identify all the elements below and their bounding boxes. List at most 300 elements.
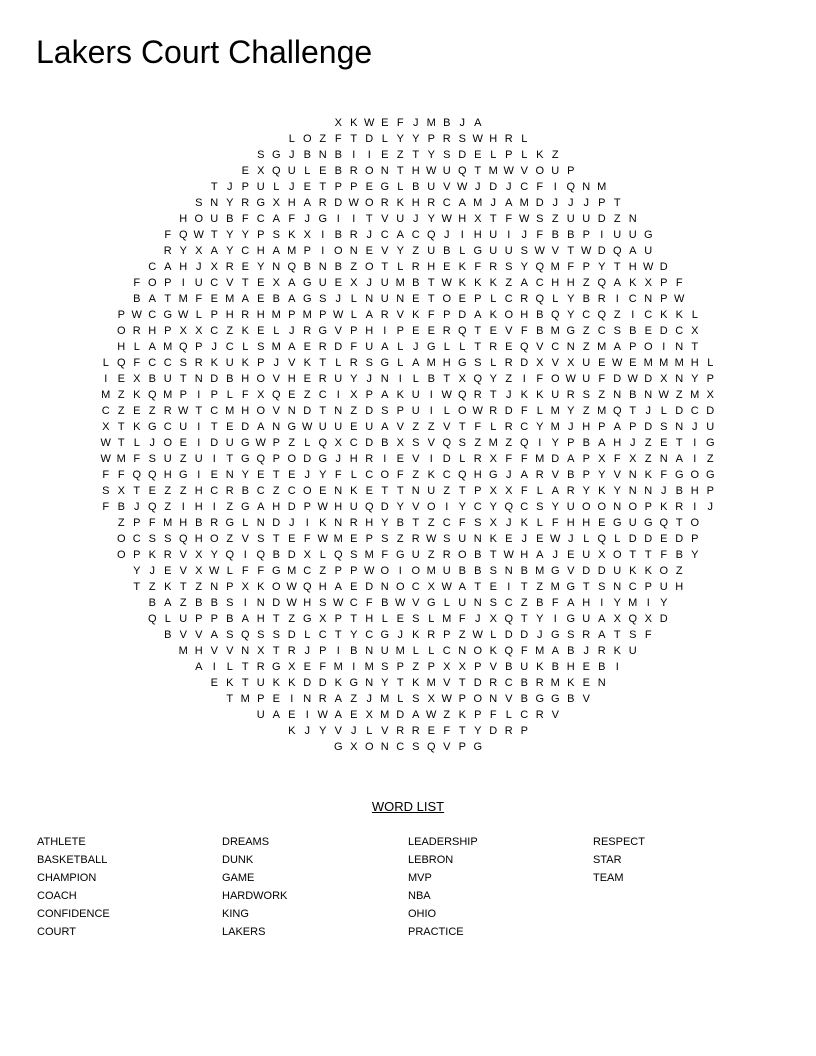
grid-letter: M — [597, 405, 607, 417]
grid-letter: F — [613, 453, 621, 465]
grid-letter: U — [194, 453, 203, 465]
grid-letter: P — [257, 693, 265, 705]
grid-letter: H — [427, 261, 436, 273]
word-list-item: CHAMPION — [37, 872, 97, 884]
grid-letter: J — [335, 453, 341, 465]
grid-letter: K — [303, 357, 311, 369]
grid-letter: A — [598, 629, 606, 641]
grid-letter: E — [303, 181, 311, 193]
grid-letter: R — [411, 533, 420, 545]
grid-letter: I — [104, 373, 108, 385]
grid-letter: Y — [598, 261, 606, 273]
grid-letter: G — [643, 517, 653, 529]
grid-letter: M — [116, 453, 126, 465]
grid-letter: U — [582, 213, 591, 225]
grid-letter: B — [474, 565, 482, 577]
grid-letter: M — [550, 581, 560, 593]
grid-letter: R — [442, 325, 451, 337]
grid-letter: U — [613, 565, 622, 577]
grid-letter: S — [365, 357, 373, 369]
grid-letter: A — [272, 213, 280, 225]
grid-letter: Q — [132, 469, 142, 481]
grid-letter: N — [675, 421, 684, 433]
grid-letter: A — [567, 597, 575, 609]
grid-letter: K — [536, 389, 544, 401]
grid-letter: R — [225, 485, 234, 497]
grid-letter: Q — [426, 229, 436, 241]
grid-letter: X — [303, 229, 311, 241]
grid-letter: Y — [567, 309, 575, 321]
grid-letter: E — [381, 149, 389, 161]
grid-letter: Q — [271, 165, 281, 177]
grid-letter: R — [396, 725, 405, 737]
grid-letter: F — [474, 261, 482, 273]
grid-letter: G — [705, 469, 715, 481]
grid-letter: D — [287, 501, 296, 513]
grid-letter: A — [675, 453, 683, 465]
grid-letter: A — [288, 341, 296, 353]
grid-letter: K — [458, 261, 466, 273]
grid-letter: Z — [148, 405, 156, 417]
grid-letter: O — [364, 261, 374, 273]
grid-letter: W — [364, 117, 375, 129]
grid-letter: E — [365, 485, 373, 497]
grid-letter: T — [272, 469, 280, 481]
grid-letter: N — [287, 405, 296, 417]
grid-letter: I — [693, 453, 697, 465]
word-list-item: COACH — [37, 890, 77, 902]
grid-letter: Y — [427, 213, 435, 225]
grid-letter: B — [241, 485, 249, 497]
grid-letter: R — [489, 261, 498, 273]
grid-letter: V — [381, 245, 389, 257]
grid-letter: Z — [644, 437, 652, 449]
grid-letter: A — [334, 709, 342, 721]
grid-letter: I — [429, 453, 433, 465]
grid-letter: Q — [612, 405, 622, 417]
grid-letter: W — [643, 261, 654, 273]
grid-row — [0, 419, 816, 435]
grid-letter: I — [398, 373, 402, 385]
grid-letter: Q — [597, 277, 607, 289]
grid-letter: H — [458, 213, 467, 225]
grid-letter: O — [380, 565, 390, 577]
grid-letter: L — [459, 245, 466, 257]
grid-letter: K — [536, 661, 544, 673]
grid-row — [0, 563, 816, 579]
grid-letter: I — [197, 389, 201, 401]
grid-letter: O — [442, 293, 452, 305]
grid-letter: Q — [473, 373, 483, 385]
grid-letter: M — [163, 341, 173, 353]
grid-letter: M — [380, 693, 390, 705]
grid-row — [0, 659, 816, 675]
grid-letter: H — [365, 517, 374, 529]
grid-letter: W — [100, 437, 111, 449]
word-list-column-1 — [37, 835, 110, 943]
grid-letter: X — [443, 661, 451, 673]
grid-letter: P — [427, 133, 435, 145]
grid-row — [0, 195, 816, 211]
grid-letter: Q — [178, 229, 188, 241]
grid-letter: X — [133, 373, 141, 385]
grid-letter: W — [193, 229, 204, 241]
grid-letter: L — [226, 565, 233, 577]
grid-letter: B — [629, 325, 637, 337]
grid-letter: A — [567, 453, 575, 465]
grid-letter: B — [536, 597, 544, 609]
grid-row — [0, 339, 816, 355]
grid-letter: Y — [691, 549, 699, 561]
grid-letter: N — [318, 261, 327, 273]
grid-letter: P — [195, 341, 203, 353]
grid-letter: B — [458, 565, 466, 577]
grid-letter: T — [272, 645, 280, 657]
grid-letter: J — [413, 341, 419, 353]
grid-letter: H — [365, 613, 374, 625]
grid-letter: R — [473, 453, 482, 465]
grid-letter: S — [257, 341, 265, 353]
grid-letter: E — [427, 725, 435, 737]
grid-letter: D — [520, 629, 529, 641]
grid-letter: L — [164, 613, 171, 625]
grid-letter: P — [210, 613, 218, 625]
grid-letter: D — [535, 197, 544, 209]
grid-letter: U — [582, 549, 591, 561]
grid-letter: Y — [226, 229, 234, 241]
grid-letter: D — [613, 373, 622, 385]
grid-letter: A — [458, 581, 466, 593]
grid-letter: V — [443, 421, 451, 433]
grid-letter: G — [705, 437, 715, 449]
grid-letter: V — [505, 693, 513, 705]
grid-letter: D — [287, 629, 296, 641]
grid-letter: V — [226, 277, 234, 289]
grid-letter: Q — [612, 245, 622, 257]
grid-letter: A — [148, 293, 156, 305]
grid-letter: T — [272, 533, 280, 545]
grid-letter: P — [474, 709, 482, 721]
grid-letter: T — [350, 613, 358, 625]
grid-letter: X — [319, 613, 327, 625]
grid-letter: T — [365, 213, 373, 225]
grid-letter: A — [396, 229, 404, 241]
word-list-item: TEAM — [593, 872, 624, 884]
grid-letter: N — [272, 421, 281, 433]
grid-letter: Q — [659, 517, 669, 529]
grid-letter: B — [303, 149, 311, 161]
grid-letter: C — [504, 597, 513, 609]
grid-letter: D — [489, 725, 498, 737]
grid-letter: L — [242, 341, 249, 353]
grid-letter: A — [257, 421, 265, 433]
grid-letter: Z — [551, 149, 559, 161]
grid-letter: F — [102, 469, 110, 481]
grid-letter: X — [257, 389, 265, 401]
grid-letter: F — [350, 341, 358, 353]
grid-letter: B — [505, 661, 513, 673]
grid-letter: R — [582, 629, 591, 641]
grid-letter: R — [566, 389, 575, 401]
grid-letter: D — [287, 549, 296, 561]
grid-letter: Z — [288, 613, 296, 625]
grid-letter: Z — [303, 389, 311, 401]
grid-letter: N — [380, 581, 389, 593]
grid-letter: M — [178, 293, 188, 305]
grid-letter: R — [597, 645, 606, 657]
grid-letter: P — [598, 421, 606, 433]
grid-letter: M — [597, 181, 607, 193]
grid-letter: B — [148, 373, 156, 385]
grid-letter: V — [551, 357, 559, 369]
grid-letter: G — [302, 277, 312, 289]
grid-letter: K — [133, 389, 141, 401]
grid-letter: O — [364, 165, 374, 177]
grid-letter: W — [100, 453, 111, 465]
grid-letter: I — [522, 373, 526, 385]
grid-letter: M — [473, 197, 483, 209]
grid-letter: Q — [550, 309, 560, 321]
grid-letter: B — [226, 213, 234, 225]
grid-letter: I — [181, 277, 185, 289]
grid-letter: L — [133, 437, 140, 449]
grid-letter: L — [459, 341, 466, 353]
grid-letter: N — [644, 293, 653, 305]
grid-letter: C — [396, 741, 405, 753]
grid-letter: M — [333, 533, 343, 545]
grid-letter: X — [272, 277, 280, 289]
grid-letter: U — [163, 453, 172, 465]
grid-letter: J — [335, 293, 341, 305]
grid-letter: X — [179, 325, 187, 337]
grid-letter: U — [334, 421, 343, 433]
grid-letter: D — [272, 597, 281, 609]
word-list-item: NBA — [408, 890, 431, 902]
grid-letter: R — [380, 309, 389, 321]
grid-letter: I — [429, 389, 433, 401]
grid-letter: Z — [644, 453, 652, 465]
grid-letter: F — [536, 373, 544, 385]
grid-letter: L — [536, 485, 543, 497]
grid-letter: Q — [318, 437, 328, 449]
grid-letter: F — [102, 501, 110, 513]
grid-letter: M — [287, 245, 297, 257]
grid-letter: M — [426, 677, 436, 689]
grid-letter: H — [473, 229, 482, 241]
grid-letter: Z — [551, 213, 559, 225]
grid-letter: J — [289, 517, 295, 529]
grid-letter: P — [644, 581, 652, 593]
grid-letter: A — [474, 309, 482, 321]
grid-letter: E — [179, 437, 187, 449]
grid-letter: K — [675, 309, 683, 321]
grid-letter: H — [690, 357, 699, 369]
grid-letter: T — [629, 405, 637, 417]
grid-letter: O — [411, 565, 421, 577]
grid-letter: U — [427, 485, 436, 497]
grid-letter: Z — [288, 437, 296, 449]
grid-letter: Q — [426, 741, 436, 753]
grid-letter: P — [660, 293, 668, 305]
grid-letter: P — [582, 229, 590, 241]
grid-letter: M — [240, 693, 250, 705]
grid-letter: V — [195, 629, 203, 641]
grid-letter: P — [474, 485, 482, 497]
grid-letter: J — [304, 725, 310, 737]
grid-letter: Z — [582, 277, 590, 289]
grid-letter: T — [117, 437, 125, 449]
grid-letter: Q — [256, 549, 266, 561]
grid-letter: J — [413, 213, 419, 225]
grid-letter: G — [333, 741, 343, 753]
grid-row — [0, 515, 816, 531]
grid-letter: Q — [597, 309, 607, 321]
grid-letter: C — [442, 197, 451, 209]
grid-letter: Y — [489, 373, 497, 385]
grid-letter: R — [520, 293, 529, 305]
grid-letter: Y — [381, 677, 389, 689]
grid-letter: I — [693, 437, 697, 449]
grid-letter: P — [210, 389, 218, 401]
grid-letter: F — [660, 469, 668, 481]
grid-letter: Z — [412, 421, 420, 433]
grid-letter: X — [644, 277, 652, 289]
grid-letter: D — [318, 677, 327, 689]
grid-letter: T — [241, 277, 249, 289]
grid-letter: J — [289, 149, 295, 161]
word-list-item: PRACTICE — [408, 926, 464, 938]
word-search-grid — [0, 115, 816, 755]
grid-letter: K — [458, 277, 466, 289]
grid-letter: Q — [535, 261, 545, 273]
grid-letter: G — [163, 309, 173, 321]
grid-letter: G — [271, 565, 281, 577]
grid-letter: U — [194, 277, 203, 289]
grid-letter: B — [195, 597, 203, 609]
grid-letter: S — [474, 357, 482, 369]
grid-letter: D — [458, 149, 467, 161]
grid-letter: N — [380, 165, 389, 177]
grid-letter: E — [288, 709, 296, 721]
grid-row — [0, 131, 816, 147]
grid-letter: H — [675, 581, 684, 593]
grid-letter: H — [566, 517, 575, 529]
grid-letter: Y — [133, 565, 141, 577]
grid-letter: R — [318, 341, 327, 353]
grid-letter: D — [628, 533, 637, 545]
grid-letter: G — [426, 341, 436, 353]
grid-letter: C — [520, 709, 529, 721]
grid-letter: A — [210, 245, 218, 257]
grid-letter: S — [257, 533, 265, 545]
grid-letter: I — [615, 661, 619, 673]
grid-letter: V — [551, 709, 559, 721]
grid-letter: F — [660, 549, 668, 561]
grid-letter: Z — [272, 485, 280, 497]
grid-letter: V — [381, 213, 389, 225]
grid-letter: B — [536, 325, 544, 337]
grid-letter: P — [195, 613, 203, 625]
grid-letter: K — [598, 485, 606, 497]
grid-letter: X — [598, 549, 606, 561]
grid-letter: L — [521, 149, 528, 161]
grid-letter: P — [350, 181, 358, 193]
grid-letter: C — [210, 277, 219, 289]
grid-letter: P — [706, 485, 714, 497]
grid-letter: K — [412, 677, 420, 689]
grid-letter: P — [427, 661, 435, 673]
grid-letter: U — [566, 501, 575, 513]
grid-row — [0, 147, 816, 163]
grid-letter: J — [366, 277, 372, 289]
grid-letter: J — [149, 437, 155, 449]
word-list-item: RESPECT — [593, 836, 645, 848]
grid-letter: A — [613, 341, 621, 353]
grid-letter: X — [272, 197, 280, 209]
grid-letter: R — [241, 197, 250, 209]
grid-letter: F — [675, 277, 683, 289]
grid-letter: S — [102, 485, 110, 497]
grid-letter: O — [209, 533, 219, 545]
grid-letter: L — [505, 709, 512, 721]
grid-row — [0, 355, 816, 371]
grid-letter: C — [675, 325, 684, 337]
grid-letter: C — [225, 341, 234, 353]
grid-letter: L — [304, 629, 311, 641]
grid-letter: C — [148, 309, 157, 321]
grid-letter: Q — [302, 581, 312, 593]
grid-letter: G — [302, 293, 312, 305]
grid-letter: V — [334, 725, 342, 737]
grid-letter: N — [241, 645, 250, 657]
grid-letter: G — [380, 629, 390, 641]
grid-letter: G — [349, 677, 359, 689]
grid-letter: M — [442, 613, 452, 625]
grid-letter: H — [690, 485, 699, 497]
grid-letter: I — [197, 437, 201, 449]
grid-letter: T — [458, 677, 466, 689]
grid-letter: M — [535, 565, 545, 577]
grid-letter: Q — [240, 629, 250, 641]
grid-letter: B — [582, 293, 590, 305]
grid-letter: T — [427, 277, 435, 289]
grid-letter: C — [582, 309, 591, 321]
grid-row — [0, 643, 816, 659]
grid-letter: U — [256, 181, 265, 193]
grid-letter: T — [210, 421, 218, 433]
grid-letter: B — [226, 613, 234, 625]
grid-letter: P — [133, 549, 141, 561]
grid-letter: Y — [613, 485, 621, 497]
grid-letter: H — [365, 325, 374, 337]
grid-letter: W — [286, 581, 297, 593]
grid-letter: X — [613, 613, 621, 625]
grid-letter: E — [505, 341, 513, 353]
grid-letter: D — [644, 373, 653, 385]
grid-letter: R — [287, 645, 296, 657]
grid-letter: N — [458, 645, 467, 657]
grid-letter: C — [504, 677, 513, 689]
grid-letter: P — [319, 645, 327, 657]
grid-letter: I — [383, 453, 387, 465]
grid-letter: S — [443, 149, 451, 161]
grid-letter: Z — [412, 661, 420, 673]
grid-letter: F — [133, 357, 141, 369]
grid-letter: S — [272, 229, 280, 241]
grid-letter: F — [164, 229, 172, 241]
grid-letter: B — [272, 549, 280, 561]
grid-letter: K — [629, 277, 637, 289]
